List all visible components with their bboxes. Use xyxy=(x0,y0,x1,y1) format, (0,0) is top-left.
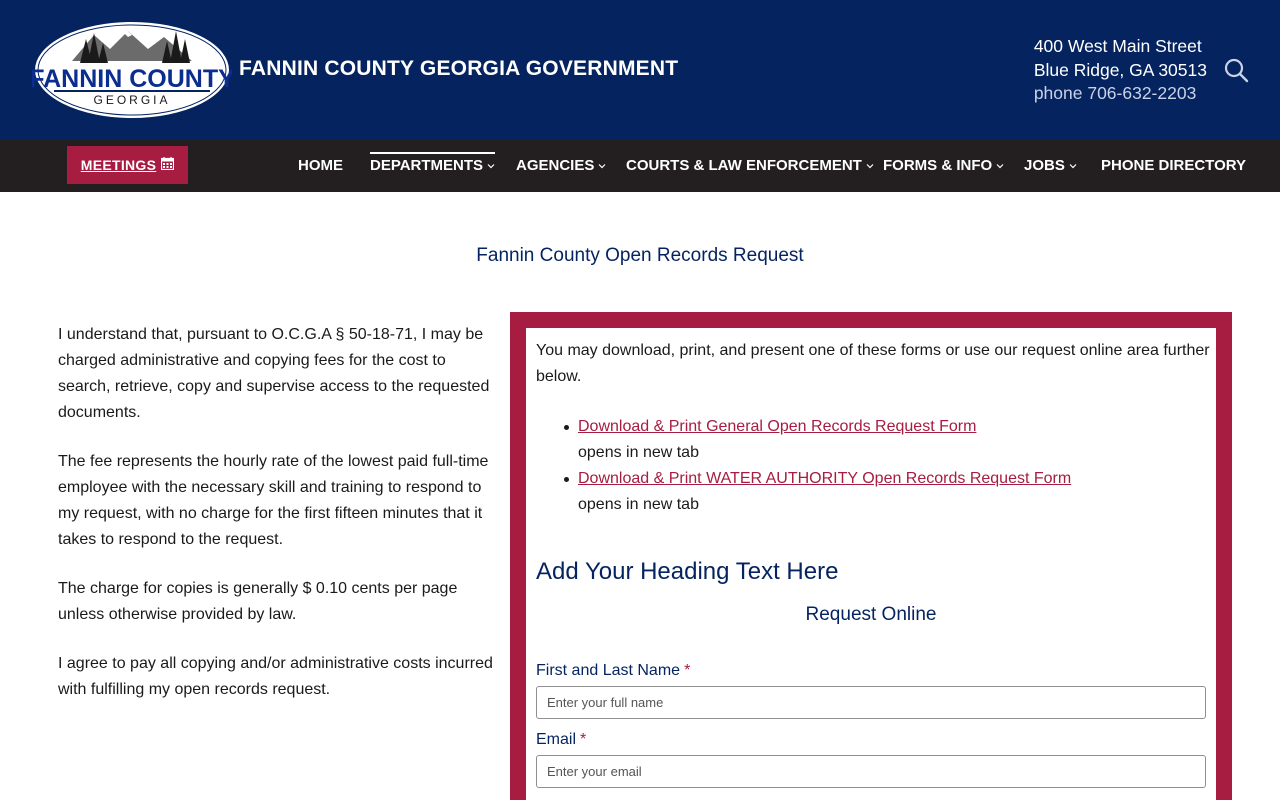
nav-departments-label: DEPARTMENTS xyxy=(370,157,484,174)
fee-paragraph: The charge for copies is generally $ 0.10 cents per page unless otherwise provided by law. xyxy=(58,580,458,623)
bullet xyxy=(564,425,569,430)
address-city: Blue Ridge, GA 30513 xyxy=(1033,59,1207,80)
name-label-text: First and Last Name xyxy=(536,662,681,679)
address-street: 400 West Main Street xyxy=(1033,36,1202,56)
fee-terms xyxy=(58,322,498,726)
nav-agencies-label: AGENCIES xyxy=(516,157,595,174)
nav-departments[interactable] xyxy=(370,157,495,174)
fee-paragraph: I agree to pay all copying and/or administrative costs incurred with fulfilling my open records request. xyxy=(58,655,493,698)
email-field-label xyxy=(536,731,586,749)
phone-number[interactable]: phone 706-632-2203 xyxy=(1033,83,1197,103)
nav-courts-label: COURTS & LAW ENFORCEMENT xyxy=(626,157,862,174)
nav-jobs-label: JOBS xyxy=(1024,157,1065,174)
nav-forms-info-label: FORMS & INFO xyxy=(883,157,993,174)
county-logo[interactable] xyxy=(32,19,232,121)
site-title[interactable]: FANNIN COUNTY GEORGIA GOVERNMENT xyxy=(239,57,679,80)
list-item xyxy=(578,466,1198,518)
logo-text-line1: FANNIN COUNTY xyxy=(32,65,232,93)
name-field-label xyxy=(536,662,690,680)
required-mark: * xyxy=(684,662,691,679)
request-online-title: Request Online xyxy=(805,604,937,625)
site-header xyxy=(0,0,1280,140)
download-intro: You may download, print, and present one of these forms or use our request online area further below. xyxy=(536,342,1210,385)
email-input[interactable] xyxy=(536,755,1206,788)
chevron-down-icon xyxy=(487,162,495,170)
download-water-authority-form-link[interactable]: Download & Print WATER AUTHORITY Open Records Request Form xyxy=(578,470,1072,487)
meetings-button[interactable] xyxy=(67,146,188,184)
fee-paragraph: The fee represents the hourly rate of the lowest paid full-time employee with the necessary skill and training to respond to my request, with no charge for the first fifteen minutes that it takes to respond to the request. xyxy=(58,453,489,548)
page-title: Fannin County Open Records Request xyxy=(476,245,804,266)
download-general-form-link[interactable]: Download & Print General Open Records Request Form xyxy=(578,418,977,435)
section-heading: Add Your Heading Text Here xyxy=(536,558,839,585)
logo-text-line2: GEORGIA xyxy=(93,93,171,107)
list-item xyxy=(578,414,1198,466)
search-icon[interactable] xyxy=(1223,57,1249,83)
nav-agencies[interactable] xyxy=(516,157,606,174)
nav-jobs[interactable] xyxy=(1024,157,1077,174)
contact-address xyxy=(1034,35,1207,106)
required-mark: * xyxy=(580,731,587,748)
chevron-down-icon xyxy=(1069,162,1077,170)
nav-courts[interactable] xyxy=(626,157,874,174)
chevron-down-icon xyxy=(996,162,1004,170)
meetings-label: MEETINGS xyxy=(80,157,157,173)
nav-home-label: HOME xyxy=(298,157,343,174)
nav-forms-info[interactable] xyxy=(883,157,1004,174)
download-list xyxy=(578,414,1198,518)
nav-phone-directory-label: PHONE DIRECTORY xyxy=(1101,157,1247,174)
opens-new-tab-note: opens in new tab xyxy=(578,496,699,513)
calendar-icon xyxy=(161,157,174,173)
email-label-text: Email xyxy=(536,731,577,748)
chevron-down-icon xyxy=(598,162,606,170)
full-name-input[interactable] xyxy=(536,686,1206,719)
chevron-down-icon xyxy=(866,162,874,170)
opens-new-tab-note: opens in new tab xyxy=(578,444,699,461)
nav-phone-directory[interactable] xyxy=(1101,157,1246,174)
fee-paragraph: I understand that, pursuant to O.C.G.A § 50-18-71, I may be charged administrative and copying fees for the cost to search, retrieve, copy and supervise access to the requested documents. xyxy=(58,326,490,421)
nav-home[interactable] xyxy=(298,157,343,174)
bullet xyxy=(564,477,569,482)
